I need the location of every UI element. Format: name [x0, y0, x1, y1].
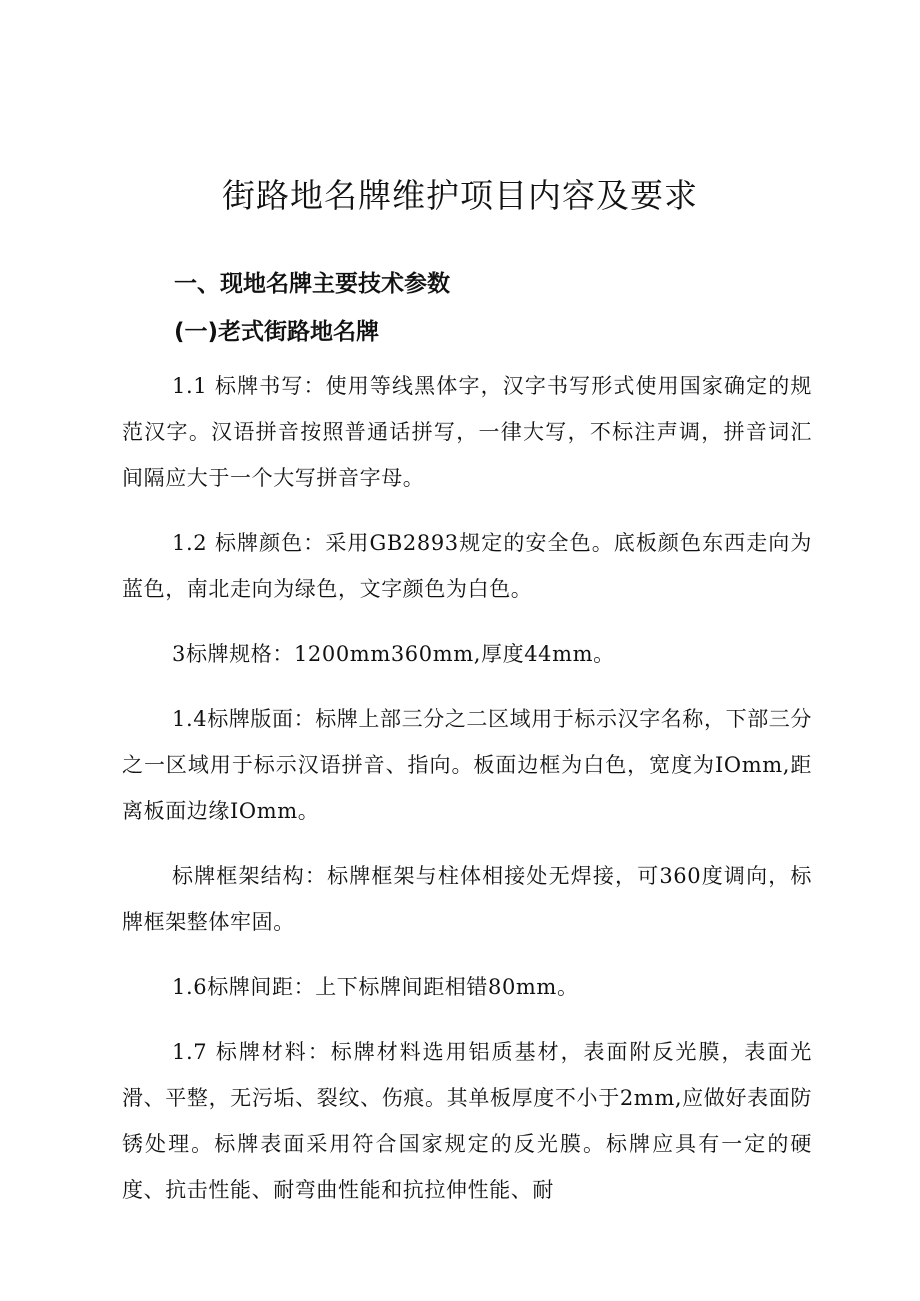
paragraph-frame: 标牌框架结构：标牌框架与柱体相接处无焊接，可360度调向，标牌框架整体牢固。: [122, 864, 812, 934]
paragraph-spec: 3标牌规格：1200mm360mm,厚度44mm。: [172, 642, 615, 666]
paragraph-lettering: 1.1 标牌书写：使用等线黑体字，汉字书写形式使用国家确定的规范汉字。汉语拼音按照普通话拼写，一律大写，不标注声调，拼音词汇间隔应大于一个大写拼音字母。: [122, 374, 812, 490]
paragraph-color: 1.2 标牌颜色：采用GB2893规定的安全色。底板颜色东西走向为蓝色，南北走向为绿色，文字颜色为白色。: [122, 531, 812, 601]
paragraph-material: 1.7 标牌材料：标牌材料选用铝质基材，表面附反光膜，表面光滑、平整，无污垢、裂纹、伤痕。其单板厚度不小于2mm,应做好表面防锈处理。标牌表面采用符合国家规定的反光膜。标牌应具有一定的硬度、抗击性能、耐弯曲性能和抗拉伸性能、耐: [122, 1040, 812, 1202]
document-title: 街路地名牌维护项目内容及要求: [222, 176, 698, 215]
document-body: [122, 363, 812, 1232]
section-heading: 一、现地名牌主要技术参数: [174, 271, 450, 297]
paragraph-layout: 1.4标牌版面：标牌上部三分之二区域用于标示汉字名称，下部三分之一区域用于标示汉语拼音、指向。板面边框为白色，宽度为IOmm,距离板面边缘IOmm。: [122, 707, 812, 823]
subsection-heading: (一)老式街路地名牌: [174, 319, 380, 345]
paragraph-spacing: 1.6标牌间距：上下标牌间距相错80mm。: [172, 975, 579, 999]
